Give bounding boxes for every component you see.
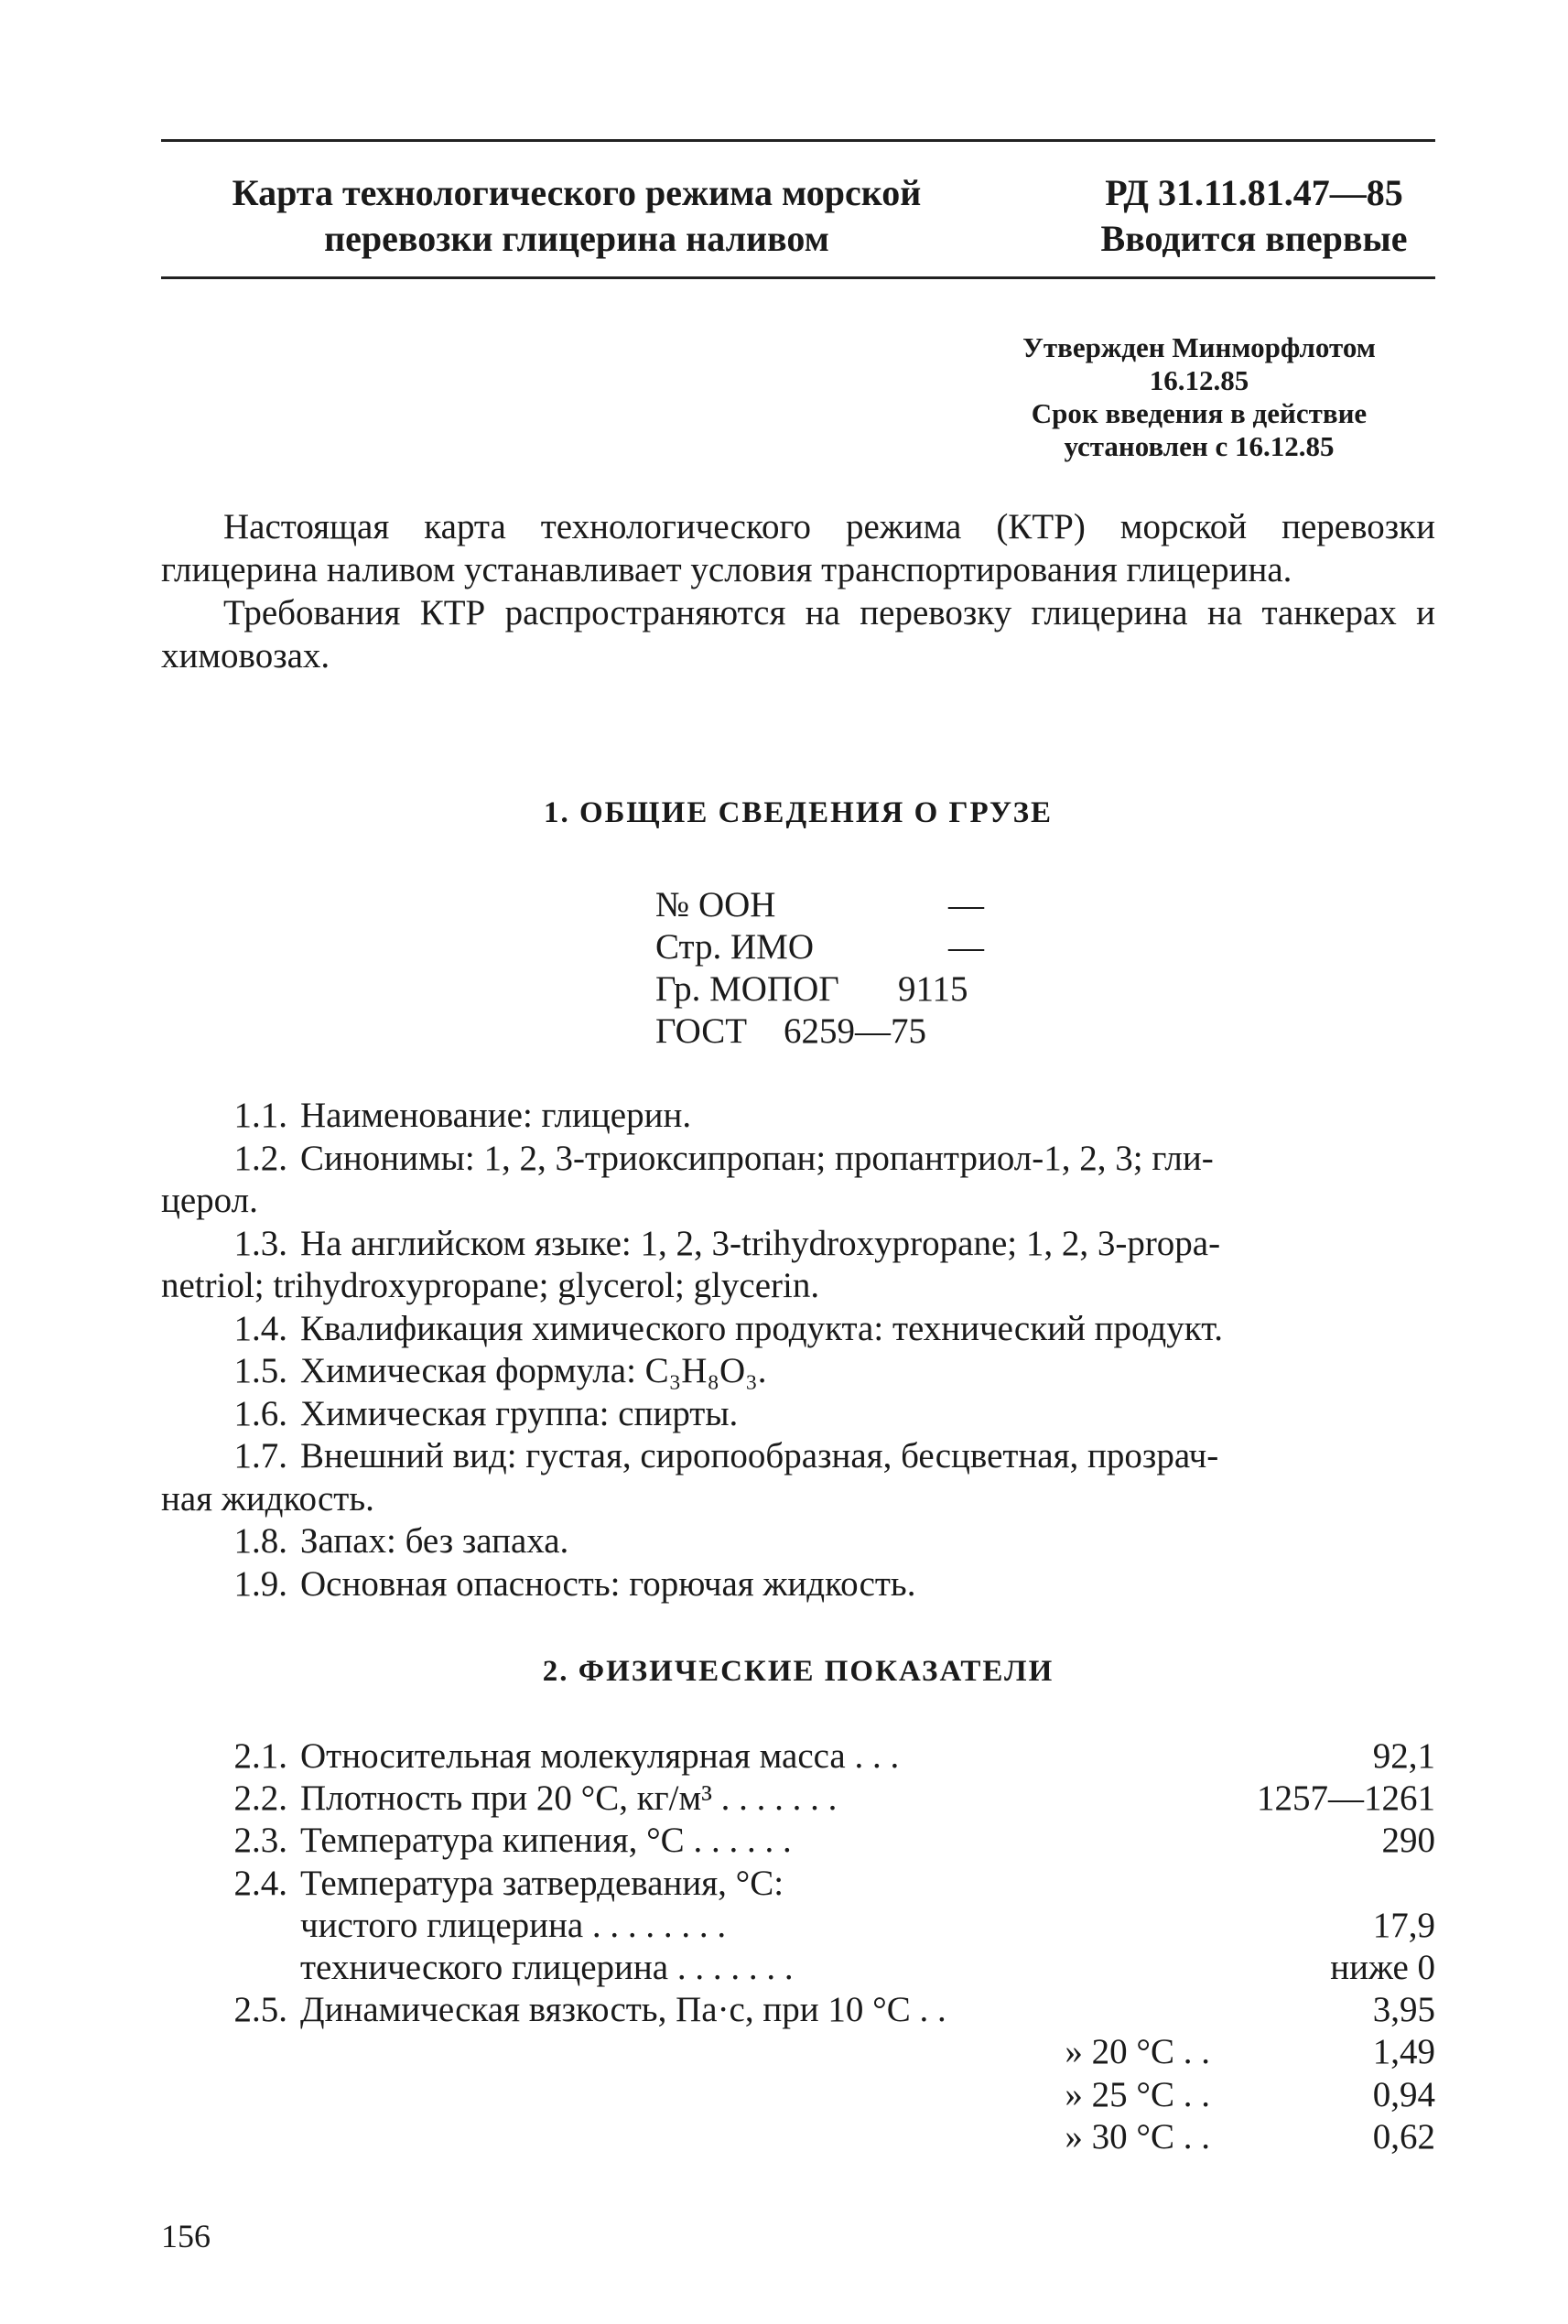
- list-item: [161, 1138, 1435, 1181]
- code-row: [655, 1011, 984, 1053]
- intro-text: [161, 505, 1435, 677]
- row-label: чистого глицерина . . . . . . . .: [300, 1905, 727, 1945]
- item-number: 1.9.: [233, 1563, 287, 1604]
- row-number: 2.1.: [233, 1736, 287, 1776]
- list-item: [161, 1393, 1435, 1436]
- code-label: ГОСТ: [655, 1011, 748, 1051]
- item-text: На английском языке: 1, 2, 3-trihydroxypropane; 1, 2, 3-propa-: [300, 1223, 1221, 1263]
- row-value: 0,62: [1372, 2116, 1435, 2156]
- row-value: 1,49: [1372, 2032, 1435, 2072]
- item-number: 1.2.: [233, 1138, 287, 1178]
- item-number: 1.8.: [233, 1521, 287, 1561]
- table-row: [161, 1989, 1435, 2031]
- row-value: 3,95: [1372, 1990, 1435, 2030]
- row-value: 1257—1261: [1257, 1778, 1435, 1819]
- code-value: 6259—75: [784, 1011, 926, 1051]
- item-text: Запах: без запаха.: [300, 1521, 569, 1561]
- section-2-title: 2. ФИЗИЧЕСКИЕ ПОКАЗАТЕЛИ: [542, 1655, 1054, 1688]
- list-item: [161, 1223, 1435, 1266]
- approval-line3: Срок введения в действие: [1031, 397, 1368, 429]
- cargo-codes: [655, 884, 984, 1053]
- document-code-line1: РД 31.11.81.47—85: [1105, 172, 1403, 213]
- document-code-line2: Вводится впервые: [1100, 218, 1408, 259]
- header-bottom-rule: [161, 276, 1435, 279]
- code-row: [655, 968, 984, 1011]
- table-row: [161, 1947, 1435, 1989]
- item-text: Внешний вид: густая, сиропообразная, бесцветная, прозрач-: [300, 1436, 1219, 1475]
- code-row: [655, 884, 984, 926]
- table-row: [161, 2074, 1435, 2116]
- item-continuation: ная жидкость.: [161, 1478, 374, 1519]
- item-continuation: церол.: [161, 1181, 258, 1220]
- list-item: [161, 1520, 1435, 1563]
- item-text: Химическая группа: спирты.: [300, 1393, 739, 1433]
- item-number: 1.1.: [233, 1096, 287, 1135]
- list-item: [161, 1308, 1435, 1351]
- table-row: [161, 1735, 1435, 1778]
- code-label: Стр. ИМО: [655, 927, 815, 967]
- item-number: 1.6.: [233, 1393, 287, 1433]
- page-number: 156: [161, 2218, 211, 2254]
- row-value: 92,1: [1372, 1736, 1435, 1776]
- item-text: Квалификация химического продукта: технический продукт.: [300, 1308, 1224, 1348]
- list-item: [161, 1095, 1435, 1138]
- row-label: » 20 °С . .: [1065, 2032, 1210, 2072]
- code-label: № ООН: [655, 885, 776, 924]
- list-item: [161, 1563, 1435, 1606]
- item-continuation: netriol; trihydroxypropane; glycerol; glycerin.: [161, 1266, 820, 1305]
- item-number: 1.5.: [233, 1351, 287, 1390]
- row-label: » 25 °С . .: [1065, 2074, 1210, 2114]
- table-row: [161, 1820, 1435, 1862]
- table-row: [161, 1905, 1435, 1947]
- document-title-line1: Карта технологического режима морской: [232, 172, 922, 213]
- approval-line1: Утвержден Минморфлотом: [1022, 331, 1376, 363]
- code-value: 9115: [898, 969, 968, 1009]
- row-value: ниже 0: [1330, 1948, 1435, 1988]
- item-text: Наименование: глицерин.: [300, 1096, 692, 1135]
- row-label: Температура затвердевания, °С:: [300, 1863, 784, 1903]
- list-item: [161, 1350, 1435, 1393]
- approval-line2: 16.12.85: [1149, 364, 1249, 396]
- row-number: 2.4.: [233, 1863, 287, 1903]
- row-value: 17,9: [1372, 1905, 1435, 1945]
- approval-block: [952, 331, 1446, 463]
- approval-line4: установлен с 16.12.85: [1064, 430, 1335, 462]
- code-value: —: [948, 885, 984, 924]
- row-label: Динамическая вязкость, Па·с, при 10 °С . .: [300, 1990, 946, 2030]
- cargo-info-list: [161, 1095, 1435, 1605]
- table-row: [161, 2031, 1435, 2073]
- physical-properties-table: [161, 1735, 1435, 2158]
- row-label: » 30 °С . .: [1065, 2116, 1210, 2156]
- row-label: Плотность при 20 °С, кг/м³ . . . . . . .: [300, 1778, 838, 1819]
- row-number: 2.2.: [233, 1778, 287, 1819]
- table-row: [161, 2116, 1435, 2158]
- row-label: Относительная молекулярная масса . . .: [300, 1736, 900, 1776]
- row-number: 2.5.: [233, 1990, 287, 2030]
- row-label: технического глицерина . . . . . . .: [300, 1948, 794, 1988]
- item-text: Синонимы: 1, 2, 3-триоксипропан; пропантриол-1, 2, 3; гли-: [300, 1138, 1214, 1178]
- row-value: 0,94: [1372, 2074, 1435, 2114]
- item-text: Основная опасность: горючая жидкость.: [300, 1563, 916, 1604]
- row-value: 290: [1381, 1821, 1435, 1861]
- table-row: [161, 1778, 1435, 1820]
- row-label: Температура кипения, °С . . . . . .: [300, 1821, 792, 1861]
- list-item: [161, 1435, 1435, 1478]
- item-text: Химическая формула: C₃H₈O₃.: [300, 1351, 767, 1390]
- intro-paragraph-2: Требования КТР распространяются на перевозку глицерина на танкерах и химовозах.: [161, 593, 1435, 676]
- document-title-line2: перевозки глицерина наливом: [324, 218, 829, 259]
- document-code: [1071, 170, 1437, 262]
- item-number: 1.3.: [233, 1223, 287, 1263]
- code-value: —: [948, 927, 984, 967]
- section-1-title: 1. ОБЩИЕ СВЕДЕНИЯ О ГРУЗЕ: [543, 796, 1054, 829]
- intro-paragraph-1: Настоящая карта технологического режима (КТР) морской перевозки глицерина наливом устанавливает условия транспортирования глицерина.: [161, 507, 1435, 589]
- item-number: 1.4.: [233, 1308, 287, 1348]
- item-number: 1.7.: [233, 1436, 287, 1475]
- code-label: Гр. МОПОГ: [655, 969, 839, 1009]
- table-row: [161, 1863, 1435, 1905]
- header-top-rule: [161, 139, 1435, 142]
- row-number: 2.3.: [233, 1821, 287, 1861]
- document-title: [165, 170, 989, 262]
- code-row: [655, 926, 984, 968]
